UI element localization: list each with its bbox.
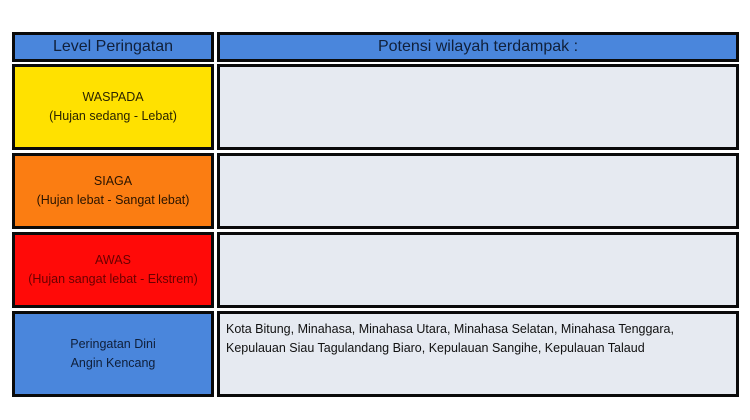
area-waspada [217, 64, 739, 150]
area-siaga [217, 153, 739, 229]
level-siaga-title: SIAGA [93, 174, 133, 188]
level-waspada-title: WASPADA [82, 90, 144, 104]
level-awas [12, 232, 214, 308]
level-siaga-desc: (Hujan lebat - Sangat lebat) [36, 193, 190, 207]
level-siaga [12, 153, 214, 229]
level-dini-title: Peringatan Dini [70, 337, 156, 351]
header-area: Potensi wilayah terdampak : [217, 32, 739, 62]
level-awas-title: AWAS [95, 253, 131, 267]
level-awas-desc: (Hujan sangat lebat - Ekstrem) [28, 272, 198, 286]
area-peringatan-dini: Kota Bitung, Minahasa, Minahasa Utara, Minahasa Selatan, Minahasa Tenggara, Kepulauan Siau Tagulandang Biaro, Kepulauan Sangihe, Kepulauan Talaud [217, 311, 739, 397]
level-dini-desc: Angin Kencang [70, 356, 156, 370]
level-waspada-desc: (Hujan sedang - Lebat) [49, 109, 177, 123]
area-awas [217, 232, 739, 308]
header-level: Level Peringatan [12, 32, 214, 62]
level-peringatan-dini [12, 311, 214, 397]
level-waspada [12, 64, 214, 150]
